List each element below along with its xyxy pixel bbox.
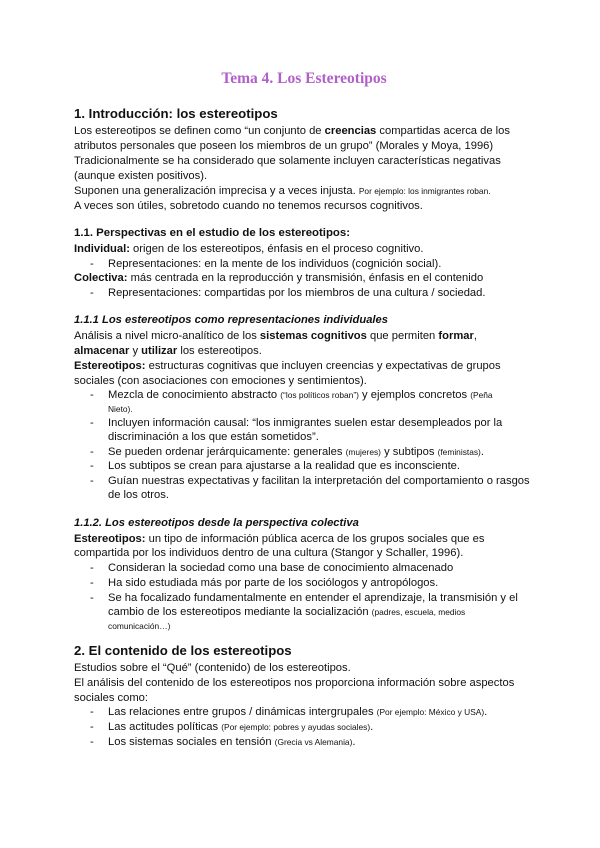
s1-line-1: Los estereotipos se definen como “un conjunto de creencias compartidas acerca de los xyxy=(74,125,510,137)
s1-line-2: atributos personales que poseen los miembros de un grupo” (Morales y Moya, 1996) xyxy=(74,140,494,152)
s111-bullet-4: Los subtipos se crean para ajustarse a la realidad que es inconsciente. xyxy=(108,460,461,472)
s2-line-2: El análisis del contenido de los estereotipos nos proporciona información sobre aspectos xyxy=(74,677,515,689)
s112-bullet-2: Ha sido estudiada más por parte de los sociólogos y antropólogos. xyxy=(108,577,439,589)
bullet-dash: - xyxy=(90,721,94,733)
s1-line-6: A veces son útiles, sobretodo cuando no tenemos recursos cognitivos. xyxy=(74,200,423,212)
bullet-dash: - xyxy=(90,446,94,458)
s112-bullet-3: Se ha focalizado fundamentalmente en entender el aprendizaje, la transmisión y el xyxy=(108,592,518,604)
s111-bullet-5: Guían nuestras expectativas y facilitan la interpretación del comportamiento o rasgos xyxy=(108,475,530,487)
s1-line-5: Suponen una generalización imprecisa y a veces injusta. Por ejemplo: los inmigrantes roban. xyxy=(74,185,491,197)
individual-bullet: Representaciones: en la mente de los individuos (cognición social). xyxy=(108,258,442,270)
s1-line-4: (aunque existen positivos). xyxy=(74,170,208,182)
s111-line-2: almacenar y utilizar los estereotipos. xyxy=(74,345,262,357)
s112-bullet-3-cont-2: comunicación…) xyxy=(108,621,171,631)
s2-bullet-2: Las actitudes políticas (Por ejemplo: pobres y ayudas sociales). xyxy=(108,721,374,733)
s2-line-1: Estudios sobre el “Qué” (contenido) de los estereotipos. xyxy=(74,662,351,674)
colectiva-bullet: Representaciones: compartidas por los miembros de una cultura / sociedad. xyxy=(108,287,486,299)
s2-bullet-1: Las relaciones entre grupos / dinámicas intergrupales (Por ejemplo: México y USA). xyxy=(108,706,488,718)
bullet-dash: - xyxy=(90,736,94,748)
s111-bullet-5-cont: de los otros. xyxy=(108,489,169,501)
s2-bullet-3: Los sistemas sociales en tensión (Grecia vs Alemania). xyxy=(108,736,356,748)
s111-bullet-1: Mezcla de conocimiento abstracto (“los políticos roban”) y ejemplos concretos (Peña xyxy=(108,389,493,401)
s112-bullet-3-cont: cambio de los estereotipos mediante la socialización (padres, escuela, medios xyxy=(108,606,466,618)
section-1-heading: 1. Introducción: los estereotipos xyxy=(74,106,278,121)
s111-line-4: sociales (con asociaciones con emociones y sentimientos). xyxy=(74,375,367,387)
s111-bullet-2-cont: discriminación a los que están sometidos”. xyxy=(108,431,319,443)
s1-line-3: Tradicionalmente se ha considerado que solamente incluyen características negativas xyxy=(74,155,501,167)
individual-line: Individual: origen de los estereotipos, énfasis en el proceso cognitivo. xyxy=(74,243,424,255)
s112-line-2: compartida por los individuos dentro de una cultura (Stangor y Schaller, 1996). xyxy=(74,547,464,559)
s111-line-3: Estereotipos: estructuras cognitivas que incluyen creencias y expectativas de grupos xyxy=(74,360,501,372)
s112-bullet-1: Consideran la sociedad como una base de conocimiento almacenado xyxy=(108,562,454,574)
bullet-dash: - xyxy=(90,258,94,270)
section-1-1-2-heading: 1.1.2. Los estereotipos desde la perspectiva colectiva xyxy=(74,517,359,529)
s111-line-1: Análisis a nivel micro-analítico de los sistemas cognitivos que permiten formar, xyxy=(74,330,477,342)
colectiva-line: Colectiva: más centrada en la reproducción y transmisión, énfasis en el contenido xyxy=(74,272,484,284)
bullet-dash: - xyxy=(90,577,94,589)
s111-bullet-2: Incluyen información causal: “los inmigrantes suelen estar desempleados por la xyxy=(108,417,503,429)
bullet-dash: - xyxy=(90,706,94,718)
bullet-dash: - xyxy=(90,287,94,299)
bullet-dash: - xyxy=(90,417,94,429)
s112-line-1: Estereotipos: un tipo de información pública acerca de los grupos sociales que es xyxy=(74,533,485,545)
section-1-1-heading: 1.1. Perspectivas en el estudio de los estereotipos: xyxy=(74,227,351,239)
s2-line-3: sociales como: xyxy=(74,692,148,704)
s111-bullet-1-cont: Nieto). xyxy=(108,404,133,414)
bullet-dash: - xyxy=(90,592,94,604)
document-title: Tema 4. Los Estereotipos xyxy=(221,70,387,87)
bullet-dash: - xyxy=(90,389,94,401)
s111-bullet-3: Se pueden ordenar jerárquicamente: generales (mujeres) y subtipos (feministas). xyxy=(108,446,484,458)
bullet-dash: - xyxy=(90,475,94,487)
bullet-dash: - xyxy=(90,460,94,472)
bullet-dash: - xyxy=(90,562,94,574)
section-2-heading: 2. El contenido de los estereotipos xyxy=(74,643,292,658)
section-1-1-1-heading: 1.1.1 Los estereotipos como representaciones individuales xyxy=(74,314,388,326)
